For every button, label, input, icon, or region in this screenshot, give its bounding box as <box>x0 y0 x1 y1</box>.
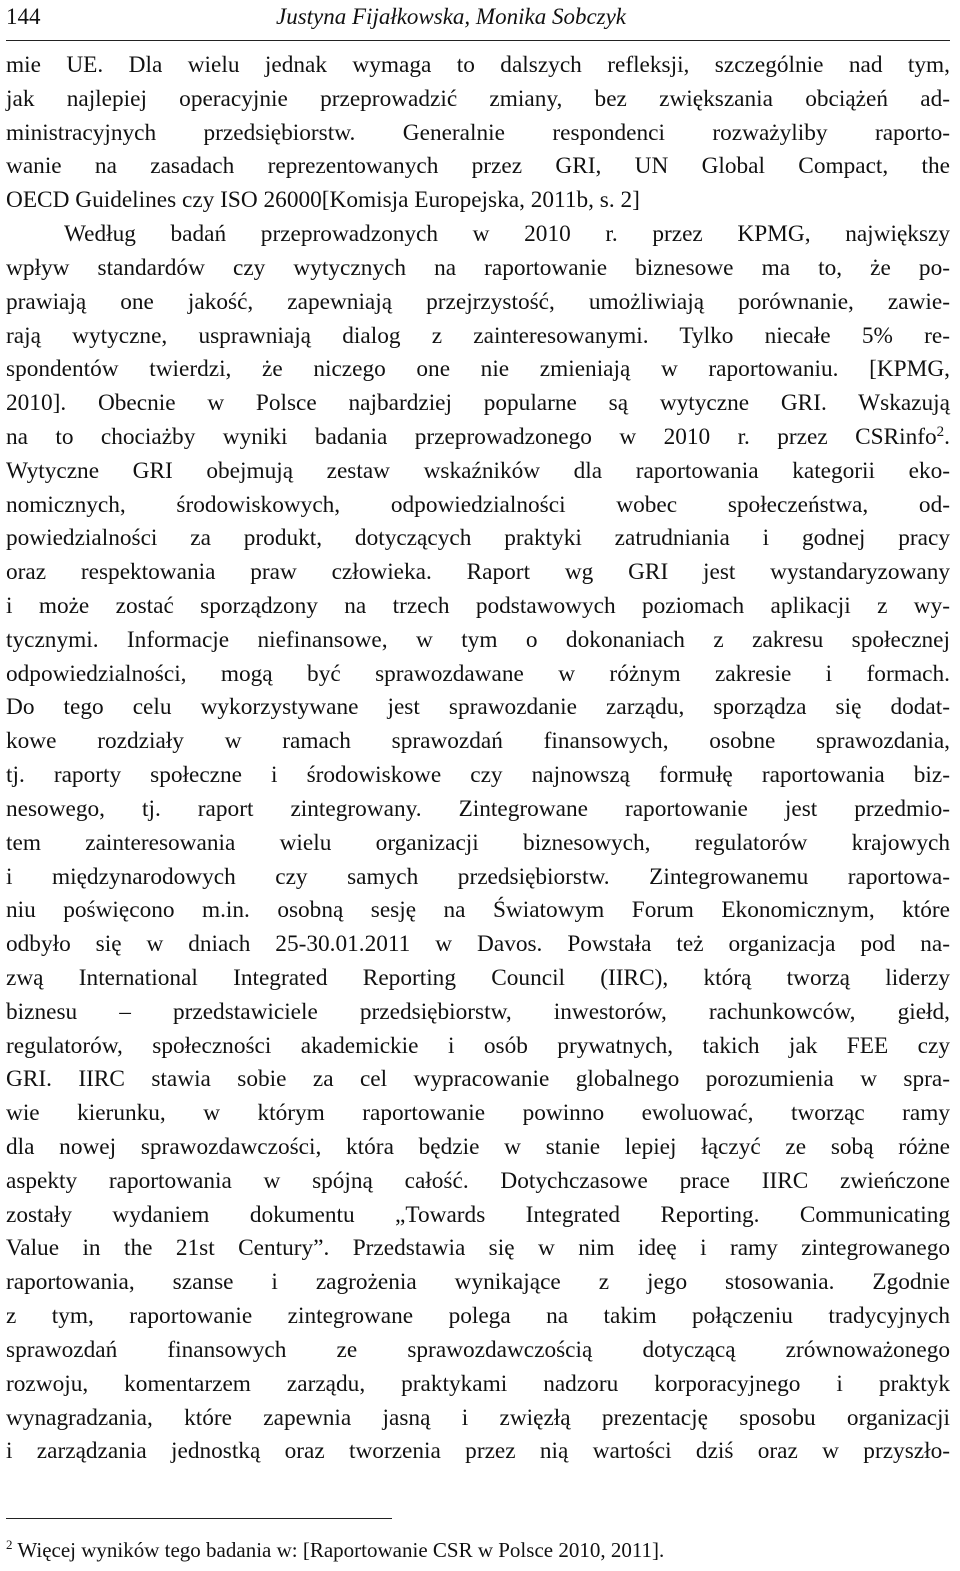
text-line: biznesu – przedstawiciele przedsiębiorstw, inwestorów, rachunkowców, giełd, <box>6 998 950 1025</box>
text-line-with-footnote-ref <box>6 421 950 455</box>
running-header <box>6 0 950 41</box>
text-line: wpływ standardów czy wytycznych na raportowanie biznesowe ma to, że po- <box>6 254 950 281</box>
text-line: dla nowej sprawozdawczości, która będzie w stanie lepiej łączyć ze sobą różne <box>6 1134 950 1160</box>
text-line: tem zainteresowania wielu organizacji biznesowych, regulatorów krajowych <box>6 829 950 856</box>
footnote <box>6 1536 664 1564</box>
page-number: 144 <box>6 4 41 29</box>
text-line: tj. raporty społeczne i środowiskowe czy najnowszą formułę raportowania biz- <box>6 762 950 789</box>
text-line: OECD Guidelines czy ISO 26000[Komisja Europejska, 2011b, s. 2] <box>6 187 640 214</box>
text-line: zwą International Integrated Reporting Council (IIRC), którą tworzą liderzy <box>6 964 950 991</box>
text-line: jak najlepiej operacyjnie przeprowadzić zmiany, bez zwiększania obciążeń ad- <box>6 85 950 112</box>
text-line: GRI. IIRC stawia sobie za cel wypracowanie globalnego porozumienia w spra- <box>6 1066 950 1093</box>
text-line: z tym, raportowanie zintegrowane polega na takim połączeniu tradycyjnych <box>6 1303 950 1330</box>
text-line: rają wytyczne, usprawniają dialog z zainteresowanymi. Tylko niecałe 5% re- <box>6 322 950 349</box>
text-line: Według badań przeprowadzonych w 2010 r. przez KPMG, największy <box>64 221 950 248</box>
text-line: tycznymi. Informacje niefinansowe, w tym o dokonaniach z zakresu społecznej <box>6 626 950 653</box>
text-line: niu poświęcono m.in. osobną sesję na Światowym Forum Ekonomicznym, które <box>6 897 950 924</box>
text-line: oraz respektowania praw człowieka. Raport wg GRI jest wystandaryzowany <box>6 559 950 586</box>
text-line: mie UE. Dla wielu jednak wymaga to dalszych refleksji, szczególnie nad tym, <box>6 52 950 78</box>
text-line: aspekty raportowania w spójną całość. Dotychczasowe prace IIRC zwieńczone <box>6 1167 950 1194</box>
text-line: powiedzialności za produkt, dotyczących praktyki zatrudniania i godnej pracy <box>6 525 950 552</box>
text-line: wynagradzania, które zapewnia jasną i zwięzłą prezentację sposobu organizacji <box>6 1404 950 1431</box>
footnote-text: Więcej wyników tego badania w: [Raportowanie CSR w Polsce 2010, 2011]. <box>17 1538 665 1562</box>
text-line: wanie na zasadach reprezentowanych przez GRI, UN Global Compact, the <box>6 153 950 180</box>
text-line: nesowego, tj. raport zintegrowany. Zintegrowane raportowanie jest przedmio- <box>6 795 950 822</box>
text-line: rozwoju, komentarzem zarządu, praktykami nadzoru korporacyjnego i praktyk <box>6 1370 950 1397</box>
footnote-reference: 2 <box>936 423 945 440</box>
text-line: odpowiedzialności, mogą być sprawozdawane w różnym zakresie i formach. <box>6 660 950 687</box>
text-line: prawiają one jakość, zapewniają przejrzystość, umożliwiają porównanie, zawie- <box>6 288 950 315</box>
text-line: Wytyczne GRI obejmują zestaw wskaźników dla raportowania kategorii eko- <box>6 457 950 484</box>
text-line: sprawozdań finansowych ze sprawozdawczością dotyczącą zrównoważonego <box>6 1336 950 1363</box>
footnote-marker: 2 <box>6 1537 13 1552</box>
text-line: spondentów twierdzi, że niczego one nie zmieniają w raportowaniu. [KPMG, <box>6 356 950 383</box>
text-line: regulatorów, społeczności akademickie i osób prywatnych, takich jak FEE czy <box>6 1032 950 1059</box>
text-line: i zarządzania jednostką oraz tworzenia przez nią wartości dziś oraz w przyszło- <box>6 1438 950 1465</box>
text-line: kowe rozdziały w ramach sprawozdań finansowych, osobne sprawozdania, <box>6 728 950 755</box>
body-text <box>6 49 950 1469</box>
text-line: i międzynarodowych czy samych przedsiębiorstw. Zintegrowanemu raportowa- <box>6 863 950 890</box>
header-authors: Justyna Fijałkowska, Monika Sobczyk <box>276 4 627 29</box>
footnote-divider <box>6 1518 392 1519</box>
text-segment: . <box>944 423 950 450</box>
text-line: i może zostać sporządzony na trzech podstawowych poziomach aplikacji z wy- <box>6 593 950 619</box>
text-line: raportowania, szanse i zagrożenia wynikające z jego stosowania. Zgodnie <box>6 1269 950 1296</box>
text-line: nomicznych, środowiskowych, odpowiedzialności wobec społeczeństwa, od- <box>6 491 950 518</box>
text-line: zostały wydaniem dokumentu „Towards Integrated Reporting. Communicating <box>6 1201 950 1228</box>
text-line: Value in the 21st Century”. Przedstawia się w nim ideę i ramy zintegrowanego <box>6 1235 950 1262</box>
text-line: Do tego celu wykorzystywane jest sprawozdanie zarządu, sporządza się dodat- <box>6 694 950 721</box>
text-line: ministracyjnych przedsiębiorstw. Generalnie respondenci rozważyliby raporto- <box>6 119 950 146</box>
text-line: odbyło się w dniach 25-30.01.2011 w Davos. Powstała też organizacja pod na- <box>6 931 950 958</box>
text-segment: na to chociażby wyniki badania przeprowadzonego w 2010 r. przez CSRinfo <box>6 423 937 450</box>
document-page <box>6 0 950 1562</box>
text-line: wie kierunku, w którym raportowanie powinno ewoluować, tworząc ramy <box>6 1100 950 1127</box>
text-line: 2010]. Obecnie w Polsce najbardziej popularne są wytyczne GRI. Wskazują <box>6 390 950 417</box>
